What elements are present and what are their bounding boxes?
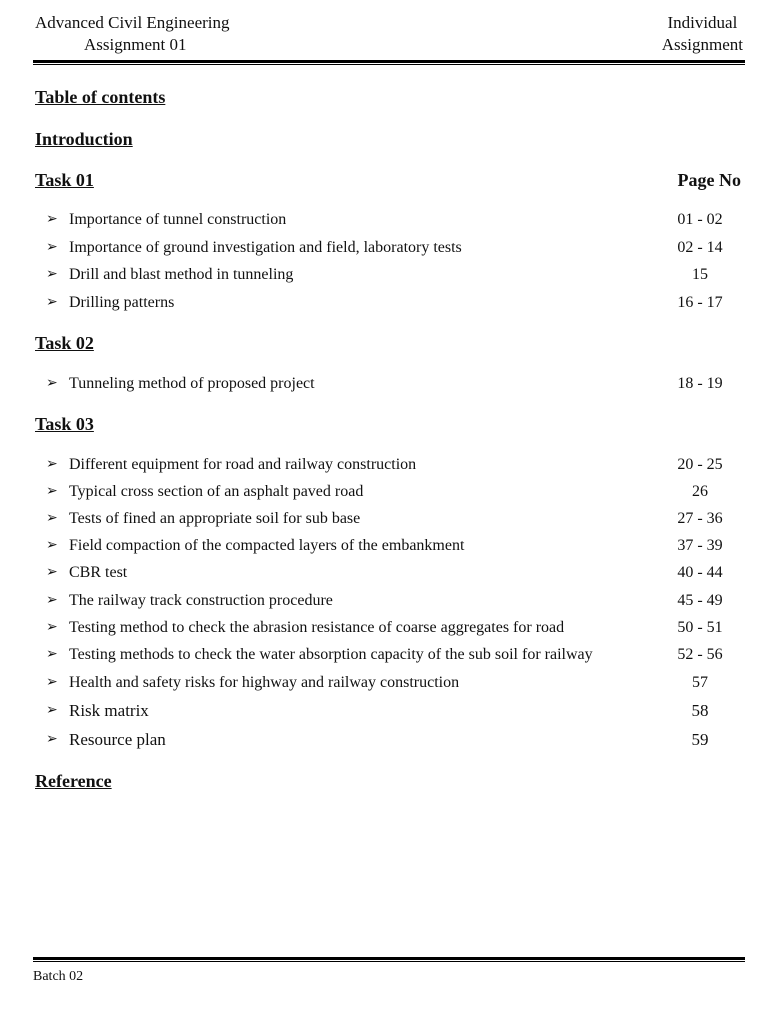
item-page: 26	[692, 483, 708, 500]
header-course-title: Advanced Civil Engineering	[35, 13, 230, 32]
arrow-bullet-icon: ➢	[46, 511, 58, 526]
heading-introduction: Introduction	[35, 129, 133, 149]
arrow-bullet-icon: ➢	[46, 538, 58, 553]
list-item	[46, 454, 740, 476]
heading-task-02: Task 02	[35, 333, 94, 353]
item-text: Importance of tunnel construction	[69, 211, 287, 228]
header-divider	[33, 60, 745, 65]
item-text: Importance of ground investigation and field, laboratory tests	[69, 239, 462, 256]
item-text: Testing methods to check the water absorption capacity of the sub soil for railway	[69, 646, 593, 663]
heading-task-03: Task 03	[35, 414, 94, 434]
item-page: 37 - 39	[677, 537, 723, 554]
item-page: 01 - 02	[677, 211, 723, 228]
list-item	[46, 237, 740, 259]
arrow-bullet-icon: ➢	[46, 565, 58, 580]
header-right	[662, 12, 743, 56]
item-text: Different equipment for road and railway construction	[69, 456, 417, 473]
item-text: Drilling patterns	[69, 294, 175, 311]
item-text: Resource plan	[69, 730, 166, 749]
header-left	[35, 12, 230, 56]
item-page: 40 - 44	[677, 564, 723, 581]
item-text: The railway track construction procedure	[69, 592, 333, 609]
list-item	[46, 562, 740, 584]
item-page: 20 - 25	[677, 456, 723, 473]
item-page: 52 - 56	[677, 646, 723, 663]
item-text: Risk matrix	[69, 701, 149, 720]
arrow-bullet-icon: ➢	[46, 484, 58, 499]
arrow-bullet-icon: ➢	[46, 212, 58, 227]
list-item	[46, 373, 740, 395]
item-page: 59	[691, 730, 709, 749]
item-text: Drill and blast method in tunneling	[69, 266, 294, 283]
page-header	[35, 12, 743, 56]
item-page: 27 - 36	[677, 510, 723, 527]
list-item	[46, 672, 740, 694]
header-assignment-number: Assignment 01	[84, 35, 187, 54]
item-page: 58	[691, 701, 709, 720]
list-item	[46, 264, 740, 286]
item-text: Field compaction of the compacted layers of the embankment	[69, 537, 465, 554]
item-text: CBR test	[69, 564, 128, 581]
arrow-bullet-icon: ➢	[46, 647, 58, 662]
item-text: Tunneling method of proposed project	[69, 375, 315, 392]
list-item	[46, 508, 740, 530]
footer-divider	[33, 957, 745, 962]
arrow-bullet-icon: ➢	[46, 593, 58, 608]
item-page: 16 - 17	[677, 294, 723, 311]
list-item	[46, 729, 740, 751]
arrow-bullet-icon: ➢	[46, 620, 58, 635]
header-type-line1: Individual	[667, 13, 738, 32]
list-item	[46, 481, 740, 503]
item-text: Testing method to check the abrasion resistance of coarse aggregates for road	[69, 619, 565, 636]
arrow-bullet-icon: ➢	[46, 240, 58, 255]
item-page: 57	[692, 674, 708, 691]
item-page: 15	[692, 266, 708, 283]
item-text: Typical cross section of an asphalt paved road	[69, 483, 364, 500]
arrow-bullet-icon: ➢	[46, 703, 58, 718]
arrow-bullet-icon: ➢	[46, 457, 58, 472]
arrow-bullet-icon: ➢	[46, 675, 58, 690]
list-item	[46, 590, 740, 612]
list-item	[46, 535, 740, 557]
heading-task-01: Task 01	[35, 170, 94, 190]
page-no-header: Page No	[677, 170, 741, 190]
item-page: 50 - 51	[677, 619, 723, 636]
list-item	[46, 644, 740, 666]
item-page: 02 - 14	[677, 239, 723, 256]
header-type-line2: Assignment	[661, 35, 743, 54]
list-item	[46, 700, 740, 722]
arrow-bullet-icon: ➢	[46, 732, 58, 747]
list-item	[46, 292, 740, 314]
item-text: Tests of fined an appropriate soil for sub base	[69, 510, 361, 527]
arrow-bullet-icon: ➢	[46, 376, 58, 391]
footer-batch: Batch 02	[33, 969, 84, 984]
arrow-bullet-icon: ➢	[46, 295, 58, 310]
item-page: 18 - 19	[677, 375, 723, 392]
list-item	[46, 617, 740, 639]
list-item	[46, 209, 740, 231]
arrow-bullet-icon: ➢	[46, 267, 58, 282]
toc-title: Table of contents	[35, 87, 166, 107]
item-page: 45 - 49	[677, 592, 723, 609]
item-text: Health and safety risks for highway and railway construction	[69, 674, 460, 691]
heading-reference: Reference	[35, 771, 112, 791]
